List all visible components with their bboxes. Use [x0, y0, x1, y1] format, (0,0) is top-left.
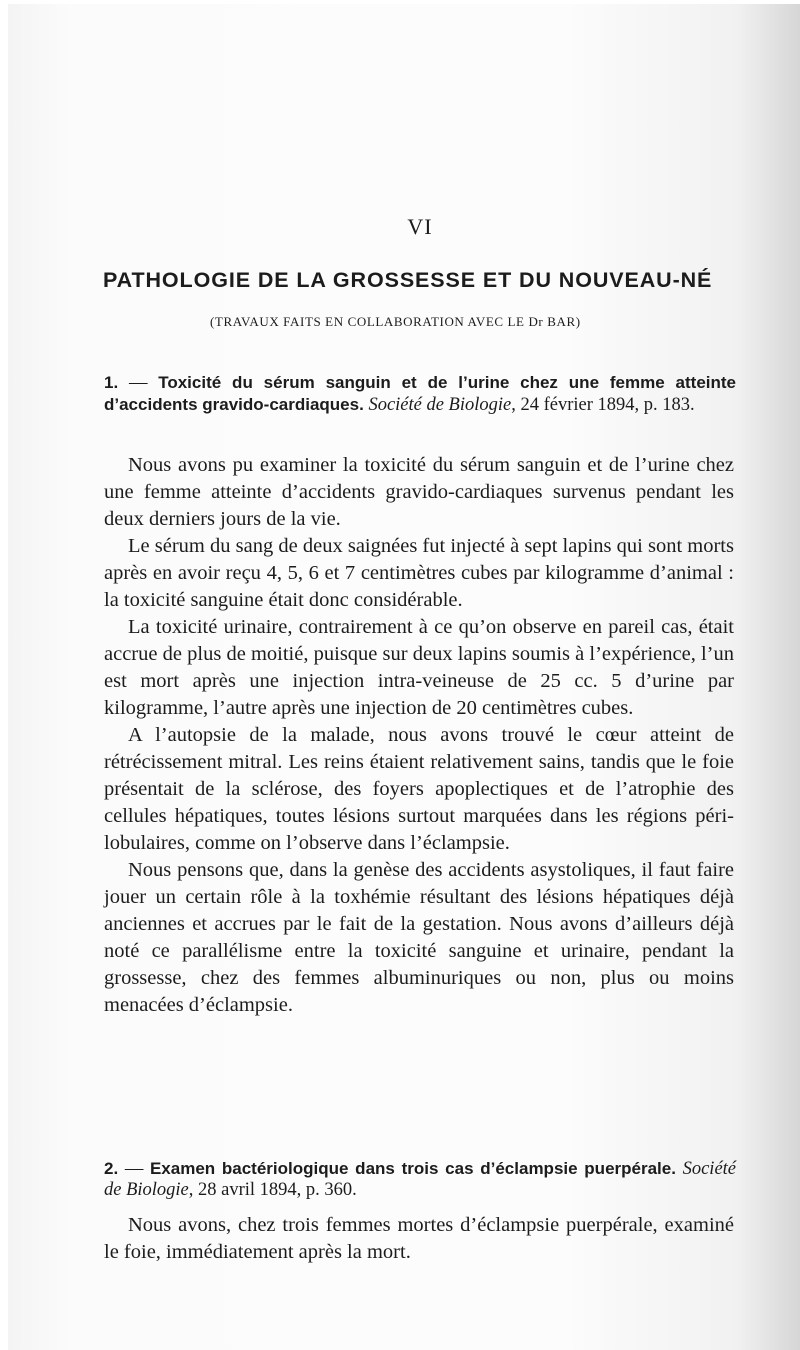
section-title: PATHOLOGIE DE LA GROSSESSE ET DU NOUVEAU-NÉ [103, 268, 713, 292]
entry-1-body [104, 452, 734, 1019]
entry-2-body [104, 1212, 734, 1266]
entry-1-citation: , 24 février 1894, p. 183. [511, 395, 695, 415]
section-subtitle: (TRAVAUX FAITS EN COLLABORATION AVEC LE Dr BAR) [210, 314, 581, 329]
entry-1-number: 1. [104, 373, 119, 392]
entry-1-paragraph: A l’autopsie de la malade, nous avons trouvé le cœur atteint de rétrécissement mitral. Les reins étaient relativement sains, tandis que le foie présentait de la sclérose, des foyers apoplectiques et de l’atrophie des cellules hépatiques, toutes lésions surtout marquées dans les régions péri-lobulaires, comme on l’observe dans l’éclampsie. [104, 724, 734, 854]
entry-2-title: Examen bactériologique dans trois cas d’éclampsie puerpérale. [149, 1159, 676, 1178]
entry-1-paragraph: Nous pensons que, dans la genèse des accidents asystoliques, il faut faire jouer un certain rôle à la toxhémie résultant des lésions hépatiques déjà anciennes et accrues par le fait de la gestation. Nous avons d’ailleurs déjà noté ce parallélisme entre la toxicité sanguine et urinaire, pendant la grossesse, chez des femmes albuminuriques ou non, plus ou moins menacées d’éclampsie. [104, 859, 734, 1016]
entry-1-dash: — [118, 373, 159, 393]
entry-1-paragraph: La toxicité urinaire, contrairement à ce qu’on observe en pareil cas, était accrue de plus de moitié, puisque sur deux lapins soumis à l’expérience, l’un est mort après une injection intra-veineuse de 25 cc. 5 d’urine par kilogramme, l’autre après une injection de 20 centimètres cubes. [104, 616, 734, 719]
entry-1-paragraph: Nous avons pu examiner la toxicité du sérum sanguin et de l’urine chez une femme atteinte d’accidents gravido-cardiaques survenus pendant les deux derniers jours de la vie. [104, 454, 734, 530]
entry-1-journal: Société de Biologie [368, 395, 512, 415]
entry-2-paragraph: Nous avons, chez trois femmes mortes d’éclampsie puerpérale, examiné le foie, immédiatement après la mort. [104, 1214, 734, 1263]
entry-2-number: 2. [104, 1159, 119, 1178]
entry-1-title: Toxicité du sérum sanguin et de l’urine chez une femme atteinte d’accidents gravido-cardiaques. [104, 373, 736, 414]
entry-2-dash: — [118, 1159, 150, 1179]
entry-1-paragraph: Le sérum du sang de deux saignées fut injecté à sept lapins qui sont morts après en avoir reçu 4, 5, 6 et 7 centimètres cubes par kilogramme d’animal : la toxicité sanguine était donc considérable. [104, 535, 734, 611]
entry-2-citation: , 28 avril 1894, p. 360. [188, 1180, 357, 1200]
entry-2-journal: Société de Biologie [104, 1159, 737, 1200]
entry-1-heading [104, 372, 736, 416]
entry-2-heading [104, 1158, 736, 1201]
section-number: VI [407, 214, 433, 239]
